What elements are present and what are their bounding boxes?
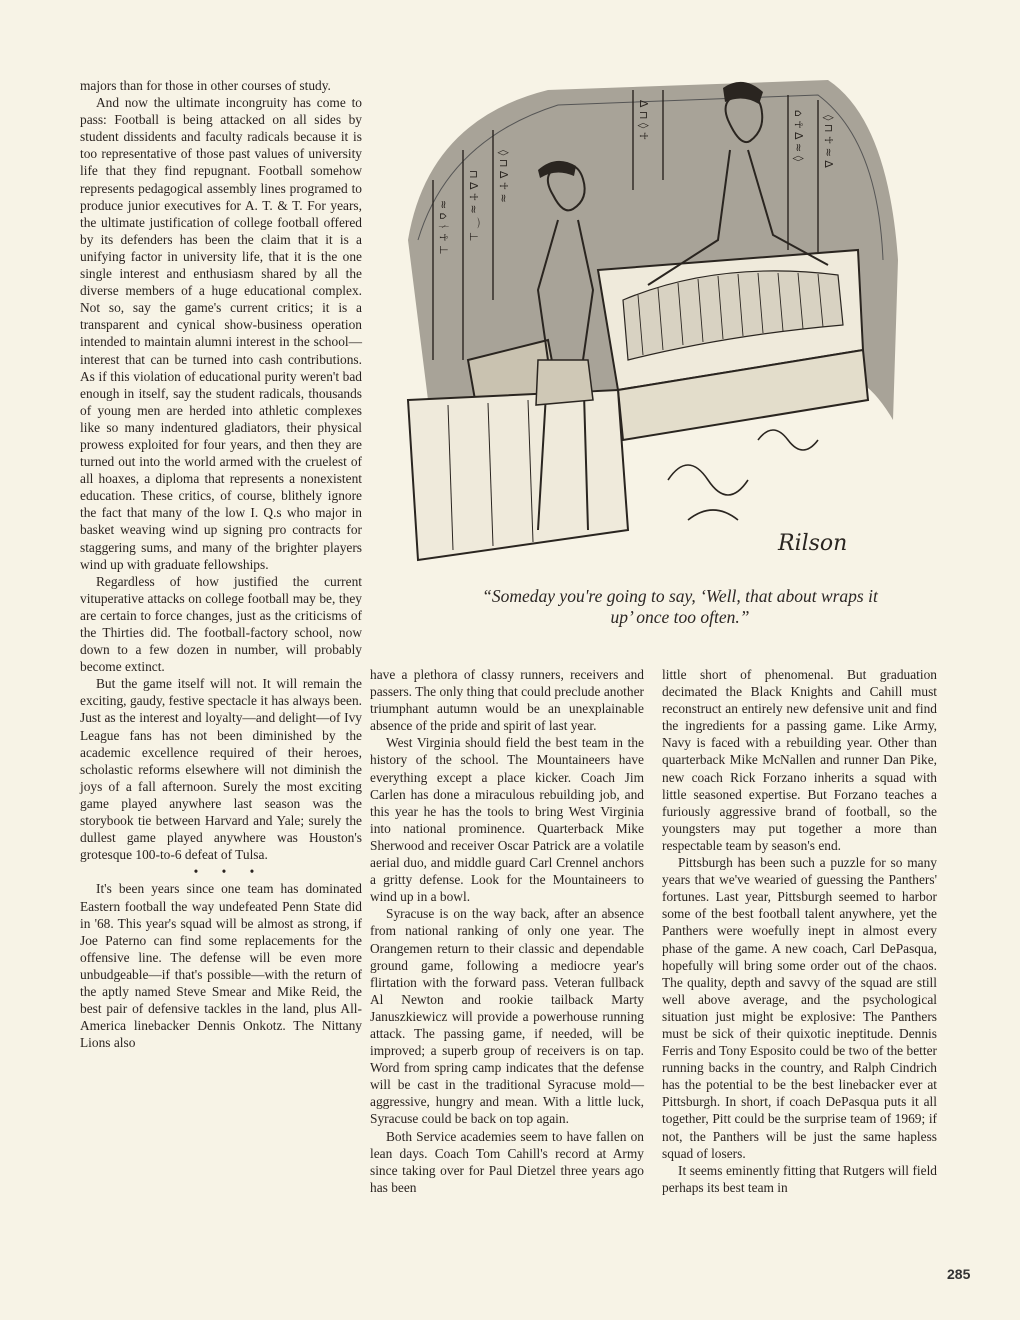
paragraph: Regardless of how justified the current vituperative attacks on college football may be, they are certain to force changes, just as the criticisms of the Thirties did. The football-factory school, now down to a few dozen in number, will probably become extinct.: [80, 573, 362, 675]
paragraph: have a plethora of classy runners, receivers and passers. The only thing that could preclude another triumphant autumn would be an unexplainable absence of the pride and spirit of last year.: [370, 667, 644, 734]
svg-text:∆ ⊓ ◊ ☥: ∆ ⊓ ◊ ☥: [637, 100, 650, 141]
paragraph: Pittsburgh has been such a puzzle for so many years that we've wearied of guessing the Panthers' fortunes. Last year, Pittsburgh seemed to harbor some of the best football talent anywhere, yet the Panthers were woefully inept in almost every phase of the game. A new coach, Carl DePasqua, hopefully will bring some order out of the chaos. The quality, depth and savvy of the squad are still well above average, and the psychological situation just might be explosive: The Panthers must be sick of their quixotic ineptitude. Dennis Ferris and Tony Esposito could be two of the better running backs in the country, and Ralph Cindrich has the potential to be the best linebacker ever at Pittsburgh. In short, if coach DePasqua puts it all together, Pitt could be the surprise team of 1969; if not, the Panthers will be just the same hapless squad of losers.: [662, 855, 937, 1161]
paragraph: It's been years since one team has dominated Eastern football the way undefeated Penn State did in '68. This year's squad will be almost as strong, if Joe Paterno can find some replacements for the offensive line. The defense will be even more unbudgeable—if that's possible—with the return of the aptly named Steve Smear and Mike Reid, the best pair of defensive tackles in the land, plus All-America linebacker Dennis Onkotz. The Nittany Lions also: [80, 881, 362, 1051]
svg-text:⊓ ∆ ☥ ≈ ⌒ ⊥: ⊓ ∆ ☥ ≈ ⌒ ⊥: [467, 170, 480, 242]
paragraph: Both Service academies seem to have fallen on lean days. Coach Tom Cahill's record at Army since taking over for Paul Dietzel three years ago has been: [370, 1128, 644, 1195]
cartoon-caption: “Someday you're going to say, ‘Well, that about wraps it up’ once too often.”: [482, 586, 878, 627]
svg-text:◊ ⊓ ∆ ☥ ≈: ◊ ⊓ ∆ ☥ ≈: [497, 150, 510, 203]
svg-text:≈ ⌂ ᚾ ☥ ⊥: ≈ ⌂ ᚾ ☥ ⊥: [437, 200, 450, 255]
paragraph: But the game itself will not. It will remain the exciting, gaudy, festive spectacle it has always been. Just as the interest and loyalty—and delight—of Ivy League fans has not been diminished by the academic excellence required of their heroes, scholastic reforms elsewhere will not diminish the joys of a fall afternoon. Surely the most exciting game played anywhere last season was the storybook tie between Harvard and Yale; surely the dullest game played anywhere was Houston's grotesque 100-to-6 defeat of Tulsa.: [80, 676, 362, 863]
page-number: 285: [947, 1266, 971, 1282]
section-divider: • • •: [193, 864, 265, 880]
svg-text:◊ ⊓ ☥ ≈ ∆: ◊ ⊓ ☥ ≈ ∆: [822, 115, 835, 168]
paragraph: It seems eminently fitting that Rutgers will field perhaps its best team in: [662, 1162, 937, 1195]
paragraph: And now the ultimate incongruity has come to pass: Football is being attacked on all sides by student dissidents and faculty radicals because it is too representative of those past values of university life that they find repugnant. Football somehow represents pedagogical assembly lines programed to produce junior executives for A. T. & T. For years, the ultimate justification of college football offered by its defenders has been the claim that it is a unifying factor in university life, that it is the one single interest and enthusiasm shared by all the diverse members of a huge educational complex. Not so, say the game's current critics; it is a transparent and cynical show-business operation intended to maintain alumni interest in the school—interest that can be turned into cash contributions. As if this violation of educational purity weren't bad enough in itself, say the student radicals, thousands of young men are herded into athletic complexes like so many indentured gladiators, their physical prowess exploited for four years, and then they are turned out into the world armed with the cruelest of all hoaxes, a diploma that represents a nonexistent education. These critics, of course, blithely ignore the fact that many of the low I. Q.s who major in basket weaving wind up signing pro contracts for staggering sums, and many of the brighter players wind up with graduate fellowships.: [80, 95, 362, 572]
paragraph: West Virginia should field the best team in the history of the school. The Mountaineers have everything except a place kicker. Coach Jim Carlen has done a miraculous rebuilding job, and this year he has the tools to bring West Virginia into national prominence. Quarterback Mike Sherwood and receiver Oscar Patrick are a volatile aerial duo, and middle guard Carl Crennel anchors a gritty defense. Look for the Mountaineers to wind up in a bowl.: [370, 735, 644, 905]
paragraph: little short of phenomenal. But graduation decimated the Black Knights and Cahill must reconstruct an entirely new defensive unit and find the ingredients for a passing game. Like Army, Navy is faced with a rebuilding year. Other than quarterback Mike McNallen and runner Dan Pike, new coach Rick Forzano inherits a squad with little seasoned expertise. But Forzano teaches a furiously aggressive brand of football, so the youngsters may put together a more than respectable team by season's end.: [662, 667, 937, 853]
artist-signature: Rilson: [778, 531, 848, 556]
paragraph: Syracuse is on the way back, after an absence from national ranking of only one year. The Orangemen return to their classic and dependable ground game, following a mediocre year's flirtation with the forward pass. Veteran fullback Al Newton and rookie tailback Marty Januszkiewicz will provide a powerhouse running attack. The passing game, if needed, will be improved; a superb group of receivers is on tap. Word from spring camp indicates that the defense will be cast in the traditional Syracuse mold—aggressive, hungry and mean. With a little luck, Syracuse could be back on top again.: [370, 906, 644, 1127]
paragraph: majors than for those in other courses of study.: [80, 78, 331, 93]
article-column-2: [370, 666, 644, 1196]
svg-text:⌂ ☥ ∆ ≈ ◊: ⌂ ☥ ∆ ≈ ◊: [792, 110, 805, 162]
article-column-1: [80, 77, 362, 1051]
article-column-3: [662, 666, 937, 1196]
cartoon-illustration: [388, 60, 908, 565]
